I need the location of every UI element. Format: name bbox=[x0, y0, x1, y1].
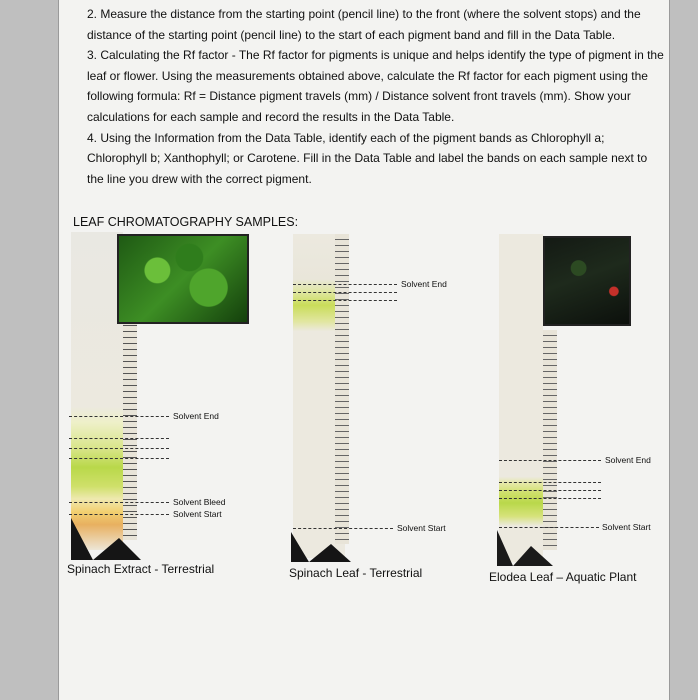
strip-cut-point bbox=[497, 530, 553, 566]
solvent-bleed-label: Solvent Bleed bbox=[173, 497, 226, 507]
sample-caption: Elodea Leaf – Aquatic Plant bbox=[489, 570, 637, 584]
instruction-step-4: 4. Using the Information from the Data Table, identify each of the pigment bands as Chlorophyll a; Chlorophyll b; Xanthophyll; or Carotene. Fill in the Data Table and label the bands on each sample next to the line you drew with the correct pigment. bbox=[87, 130, 648, 186]
solvent-start-label: Solvent Start bbox=[602, 522, 651, 532]
solvent-start-line bbox=[499, 527, 599, 528]
solvent-start-line bbox=[69, 514, 169, 515]
pigment-band-line bbox=[499, 498, 601, 499]
instruction-step-2: 2. Measure the distance from the starting point (pencil line) to the front (where the solvent stops) and the distance of the starting point (pencil line) to the start of each pigment band and fill in the Data Table. bbox=[87, 7, 641, 42]
ruler bbox=[543, 330, 557, 550]
pigment-band-line bbox=[499, 482, 601, 483]
pigment-band-line bbox=[293, 292, 397, 293]
solvent-bleed-line bbox=[69, 502, 169, 503]
strip-cut-point bbox=[291, 532, 351, 562]
solvent-end-label: Solvent End bbox=[173, 411, 219, 421]
elodea-leaf-photo bbox=[543, 236, 631, 326]
instruction-step-3: 3. Calculating the Rf factor - The Rf factor for pigments is unique and helps identify the type of pigment in the leaf or flower. Using the measurements obtained above, calculate the Rf factor for each pigment using the following formula: Rf = Distance pigment travels (mm) / Distance solvent front travels (mm). Show your calculations for each sample and record the results in the Data Table. bbox=[87, 48, 664, 124]
pigment-band-line bbox=[499, 490, 601, 491]
solvent-end-label: Solvent End bbox=[605, 455, 651, 465]
pigment-band-line bbox=[69, 458, 169, 459]
pigment-band-line bbox=[69, 448, 169, 449]
solvent-end-line bbox=[499, 460, 601, 461]
pigment-band-line bbox=[69, 438, 169, 439]
sample-caption: Spinach Leaf - Terrestrial bbox=[289, 566, 423, 580]
solvent-start-label: Solvent Start bbox=[173, 509, 222, 519]
ruler bbox=[335, 234, 349, 544]
instructions bbox=[87, 4, 665, 189]
solvent-start-line bbox=[293, 528, 393, 529]
solvent-start-label: Solvent Start bbox=[397, 523, 446, 533]
spinach-extract-photo bbox=[117, 234, 249, 324]
ruler bbox=[123, 320, 137, 540]
solvent-end-line bbox=[293, 284, 397, 285]
sample-caption: Spinach Extract - Terrestrial bbox=[67, 562, 215, 576]
chromatography-strip bbox=[499, 234, 543, 562]
worksheet-page bbox=[58, 0, 670, 700]
pigment-band-line bbox=[293, 300, 397, 301]
strip-cut-point bbox=[71, 518, 141, 560]
section-title: LEAF CHROMATOGRAPHY SAMPLES: bbox=[73, 215, 299, 229]
solvent-end-line bbox=[69, 416, 169, 417]
solvent-end-label: Solvent End bbox=[401, 279, 447, 289]
